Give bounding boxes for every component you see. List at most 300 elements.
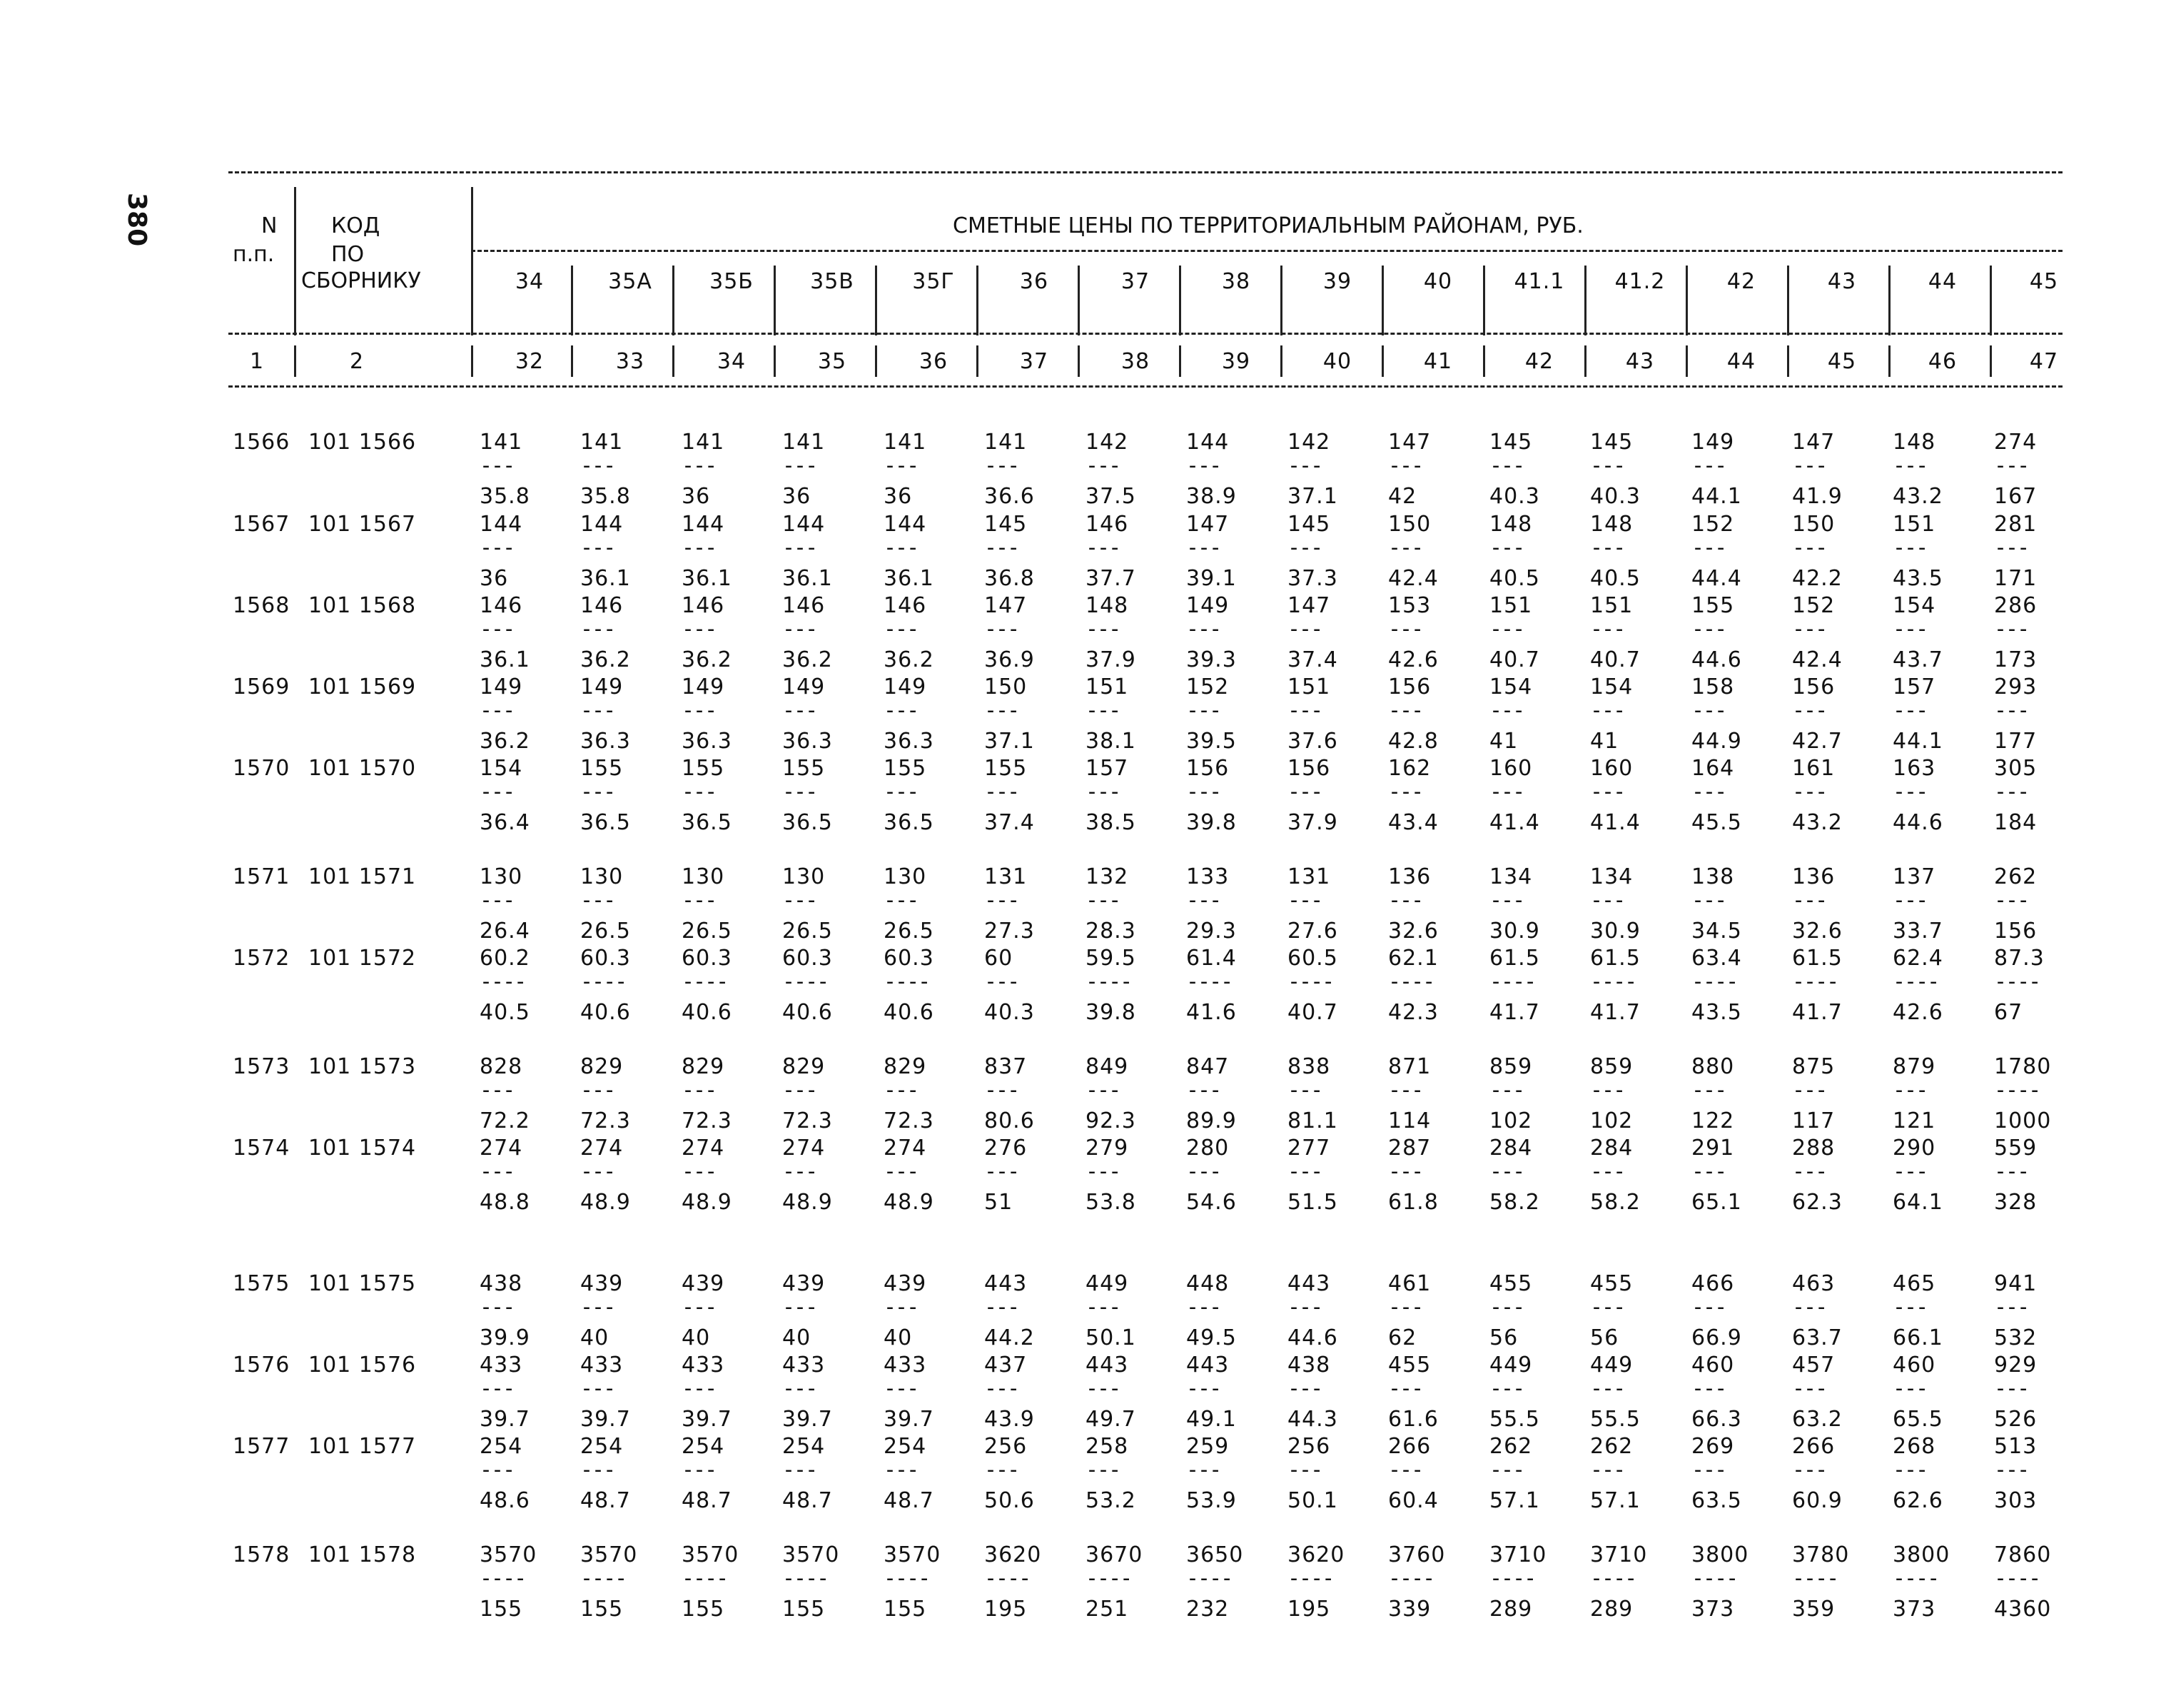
district-column-header: 37 <box>1120 269 1150 294</box>
price-numerator: 274 <box>682 1136 725 1161</box>
price-denominator: 60.4 <box>1388 1488 1439 1513</box>
price-numerator: 288 <box>1792 1136 1836 1161</box>
price-denominator: 62.3 <box>1792 1190 1843 1215</box>
header-prices-rule <box>471 250 2063 252</box>
fraction-line: --- <box>1287 1295 1322 1320</box>
district-column-header: 35Б <box>709 269 754 294</box>
price-numerator: 838 <box>1287 1054 1331 1079</box>
header-separator <box>976 266 978 335</box>
fraction-line: --- <box>1893 535 1928 560</box>
district-column-header: 40 <box>1423 269 1453 294</box>
price-numerator: 60.3 <box>682 946 732 971</box>
price-numerator: 3620 <box>984 1542 1042 1567</box>
colnum-separator <box>294 345 296 377</box>
price-denominator: 27.3 <box>984 919 1035 944</box>
fraction-line: --- <box>1792 1078 1827 1103</box>
price-denominator: 89.9 <box>1186 1108 1237 1133</box>
price-numerator: 160 <box>1489 756 1533 781</box>
fraction-line: --- <box>1691 535 1726 560</box>
price-denominator: 155 <box>884 1597 927 1622</box>
fraction-line: --- <box>1388 453 1423 478</box>
price-denominator: 43.7 <box>1893 647 1943 672</box>
fraction-line: ---- <box>1893 1566 1939 1591</box>
price-numerator: 281 <box>1994 512 2038 537</box>
fraction-line: --- <box>1994 617 2029 642</box>
fraction-line: --- <box>1287 779 1322 804</box>
fraction-line: --- <box>1691 453 1726 478</box>
fraction-line: --- <box>782 535 817 560</box>
price-denominator: 50.6 <box>984 1488 1035 1513</box>
price-numerator: 284 <box>1489 1136 1533 1161</box>
fraction-line: --- <box>1994 453 2029 478</box>
price-numerator: 276 <box>984 1136 1028 1161</box>
price-numerator: 3800 <box>1893 1542 1950 1567</box>
price-numerator: 155 <box>580 756 624 781</box>
price-numerator: 871 <box>1388 1054 1432 1079</box>
price-denominator: 39.1 <box>1186 566 1237 591</box>
header-separator <box>1078 266 1080 335</box>
price-denominator: 41.6 <box>1186 1000 1237 1025</box>
header-code-line2: ПО <box>331 242 365 267</box>
price-denominator: 42 <box>1388 484 1417 509</box>
price-denominator: 303 <box>1994 1488 2038 1513</box>
price-numerator: 438 <box>1287 1353 1331 1378</box>
price-numerator: 3620 <box>1287 1542 1345 1567</box>
price-denominator: 63.2 <box>1792 1407 1843 1432</box>
colnum-separator <box>774 345 776 377</box>
price-denominator: 42.8 <box>1388 729 1439 754</box>
column-number: 32 <box>515 349 545 374</box>
price-denominator: 44.1 <box>1691 484 1742 509</box>
price-numerator: 828 <box>480 1054 523 1079</box>
price-denominator: 72.3 <box>884 1108 934 1133</box>
fraction-line: ---- <box>1893 969 1939 994</box>
price-numerator: 130 <box>580 864 624 889</box>
fraction-line: --- <box>782 453 817 478</box>
fraction-line: --- <box>580 535 615 560</box>
row-number: 1575 <box>233 1271 290 1296</box>
price-denominator: 42.6 <box>1388 647 1439 672</box>
fraction-line: --- <box>782 1457 817 1482</box>
price-denominator: 36.4 <box>480 810 530 835</box>
fraction-line: ---- <box>1287 1566 1334 1591</box>
price-denominator: 40.7 <box>1489 647 1540 672</box>
price-denominator: 36 <box>682 484 711 509</box>
fraction-line: --- <box>1388 1376 1423 1401</box>
price-numerator: 3570 <box>884 1542 941 1567</box>
fraction-line: --- <box>1590 1159 1625 1184</box>
price-numerator: 146 <box>480 593 523 618</box>
price-denominator: 53.2 <box>1085 1488 1136 1513</box>
fraction-line: --- <box>1590 617 1625 642</box>
fraction-line: --- <box>884 453 918 478</box>
fraction-line: --- <box>1085 1376 1120 1401</box>
price-denominator: 37.4 <box>1287 647 1338 672</box>
fraction-line: --- <box>1893 1457 1928 1482</box>
price-denominator: 173 <box>1994 647 2038 672</box>
fraction-line: --- <box>1792 617 1827 642</box>
fraction-line: --- <box>1489 1457 1524 1482</box>
price-denominator: 40.5 <box>1590 566 1641 591</box>
price-numerator: 439 <box>884 1271 927 1296</box>
fraction-line: --- <box>1893 1078 1928 1103</box>
price-denominator: 40 <box>580 1325 609 1350</box>
fraction-line: --- <box>1590 698 1625 723</box>
price-numerator: 879 <box>1893 1054 1936 1079</box>
price-numerator: 449 <box>1085 1271 1129 1296</box>
price-numerator: 141 <box>984 430 1028 455</box>
price-numerator: 61.4 <box>1186 946 1237 971</box>
fraction-line: --- <box>1792 1457 1827 1482</box>
price-denominator: 43.9 <box>984 1407 1035 1432</box>
price-numerator: 269 <box>1691 1434 1735 1459</box>
fraction-line: --- <box>1085 1078 1120 1103</box>
fraction-line: --- <box>682 1457 717 1482</box>
price-denominator: 36.2 <box>480 729 530 754</box>
price-denominator: 41.7 <box>1792 1000 1843 1025</box>
price-numerator: 3570 <box>682 1542 739 1567</box>
price-numerator: 463 <box>1792 1271 1836 1296</box>
fraction-line: --- <box>782 779 817 804</box>
district-column-header: 45 <box>2029 269 2059 294</box>
price-denominator: 35.8 <box>480 484 530 509</box>
price-numerator: 162 <box>1388 756 1432 781</box>
row-code: 101 1571 <box>308 864 417 889</box>
price-denominator: 42.6 <box>1893 1000 1943 1025</box>
column-number: 1 <box>249 349 265 374</box>
fraction-line: --- <box>1489 1295 1524 1320</box>
header-separator <box>471 187 473 335</box>
price-numerator: 449 <box>1489 1353 1533 1378</box>
fraction-line: --- <box>1489 779 1524 804</box>
price-denominator: 41 <box>1489 729 1519 754</box>
fraction-line: --- <box>682 535 717 560</box>
price-numerator: 254 <box>884 1434 927 1459</box>
fraction-line: --- <box>1994 1457 2029 1482</box>
column-number: 33 <box>615 349 645 374</box>
fraction-line: --- <box>480 617 515 642</box>
price-numerator: 148 <box>1085 593 1129 618</box>
price-denominator: 58.2 <box>1590 1190 1641 1215</box>
fraction-line: --- <box>1994 779 2029 804</box>
price-denominator: 48.9 <box>782 1190 833 1215</box>
price-numerator: 847 <box>1186 1054 1230 1079</box>
price-denominator: 36.3 <box>682 729 732 754</box>
fraction-line: --- <box>1691 698 1726 723</box>
fraction-line: --- <box>1792 888 1827 913</box>
district-column-header: 36 <box>1019 269 1049 294</box>
fraction-line: --- <box>884 1078 918 1103</box>
fraction-line: --- <box>1489 1078 1524 1103</box>
colnum-separator <box>672 345 674 377</box>
fraction-line: --- <box>1792 1376 1827 1401</box>
price-denominator: 40 <box>682 1325 711 1350</box>
price-denominator: 62 <box>1388 1325 1417 1350</box>
fraction-line: --- <box>682 779 717 804</box>
fraction-line: --- <box>580 888 615 913</box>
fraction-line: --- <box>1590 535 1625 560</box>
fraction-line: --- <box>984 779 1019 804</box>
fraction-line: --- <box>1186 888 1221 913</box>
price-numerator: 254 <box>782 1434 826 1459</box>
price-denominator: 4360 <box>1994 1597 2052 1622</box>
price-denominator: 32.6 <box>1792 919 1843 944</box>
district-column-header: 41.2 <box>1614 269 1666 294</box>
price-denominator: 232 <box>1186 1597 1230 1622</box>
fraction-line: --- <box>1085 779 1120 804</box>
fraction-line: --- <box>1287 535 1322 560</box>
price-denominator: 37.3 <box>1287 566 1338 591</box>
price-numerator: 154 <box>1590 674 1634 699</box>
fraction-line: ---- <box>682 1566 728 1591</box>
fraction-line: --- <box>884 1376 918 1401</box>
fraction-line: --- <box>884 1295 918 1320</box>
fraction-line: --- <box>1287 1457 1322 1482</box>
price-numerator: 147 <box>1388 430 1432 455</box>
price-denominator: 48.7 <box>782 1488 833 1513</box>
price-numerator: 147 <box>1287 593 1331 618</box>
price-denominator: 61.6 <box>1388 1407 1439 1432</box>
price-denominator: 26.5 <box>782 919 833 944</box>
price-denominator: 36.1 <box>682 566 732 591</box>
price-denominator: 33.7 <box>1893 919 1943 944</box>
price-numerator: 59.5 <box>1085 946 1136 971</box>
price-denominator: 36.5 <box>682 810 732 835</box>
price-numerator: 3570 <box>782 1542 840 1567</box>
price-numerator: 160 <box>1590 756 1634 781</box>
price-numerator: 3710 <box>1590 1542 1648 1567</box>
price-denominator: 373 <box>1893 1597 1936 1622</box>
fraction-line: --- <box>580 1159 615 1184</box>
price-numerator: 156 <box>1388 674 1432 699</box>
header-separator <box>1179 266 1181 335</box>
price-numerator: 141 <box>580 430 624 455</box>
price-denominator: 39.9 <box>480 1325 530 1350</box>
price-numerator: 455 <box>1489 1271 1533 1296</box>
district-column-header: 35В <box>810 269 854 294</box>
price-denominator: 72.2 <box>480 1108 530 1133</box>
row-code: 101 1568 <box>308 593 417 618</box>
price-denominator: 48.9 <box>884 1190 934 1215</box>
price-denominator: 57.1 <box>1590 1488 1641 1513</box>
price-denominator: 36.9 <box>984 647 1035 672</box>
price-numerator: 291 <box>1691 1136 1735 1161</box>
header-prices-title: СМЕТНЫЕ ЦЕНЫ ПО ТЕРРИТОРИАЛЬНЫМ РАЙОНАМ, РУБ. <box>953 213 1584 238</box>
price-numerator: 149 <box>480 674 523 699</box>
price-numerator: 132 <box>1085 864 1129 889</box>
price-numerator: 154 <box>1893 593 1936 618</box>
price-numerator: 254 <box>580 1434 624 1459</box>
fraction-line: ---- <box>1489 1566 1536 1591</box>
price-denominator: 53.9 <box>1186 1488 1237 1513</box>
fraction-line: --- <box>1085 617 1120 642</box>
fraction-line: --- <box>1691 617 1726 642</box>
fraction-line: --- <box>1388 617 1423 642</box>
price-numerator: 929 <box>1994 1353 2038 1378</box>
fraction-line: --- <box>1792 1159 1827 1184</box>
price-denominator: 44.1 <box>1893 729 1943 754</box>
price-numerator: 439 <box>682 1271 725 1296</box>
column-number: 39 <box>1221 349 1251 374</box>
fraction-line: --- <box>1186 698 1221 723</box>
fraction-line: --- <box>580 453 615 478</box>
fraction-line: --- <box>1893 888 1928 913</box>
price-numerator: 461 <box>1388 1271 1432 1296</box>
fraction-line: ---- <box>782 969 829 994</box>
price-denominator: 41.7 <box>1590 1000 1641 1025</box>
fraction-line: ---- <box>1388 969 1434 994</box>
price-denominator: 44.3 <box>1287 1407 1338 1432</box>
price-denominator: 92.3 <box>1085 1108 1136 1133</box>
price-numerator: 266 <box>1388 1434 1432 1459</box>
district-column-header: 38 <box>1221 269 1251 294</box>
price-denominator: 42.2 <box>1792 566 1843 591</box>
price-numerator: 433 <box>682 1353 725 1378</box>
column-number: 36 <box>918 349 948 374</box>
fraction-line: --- <box>1792 698 1827 723</box>
price-denominator: 63.7 <box>1792 1325 1843 1350</box>
header-separator <box>1382 266 1384 335</box>
colnum-separator <box>1584 345 1586 377</box>
price-numerator: 293 <box>1994 674 2038 699</box>
colnum-separator <box>1787 345 1789 377</box>
fraction-line: ---- <box>1287 969 1334 994</box>
row-number: 1573 <box>233 1054 290 1079</box>
price-numerator: 152 <box>1691 512 1735 537</box>
price-numerator: 859 <box>1489 1054 1533 1079</box>
fraction-line: --- <box>1893 1159 1928 1184</box>
district-column-header: 34 <box>515 269 545 294</box>
header-separator <box>1990 266 1992 335</box>
price-numerator: 144 <box>480 512 523 537</box>
price-numerator: 443 <box>1085 1353 1129 1378</box>
price-denominator: 26.5 <box>682 919 732 944</box>
price-denominator: 155 <box>682 1597 725 1622</box>
row-code: 101 1569 <box>308 674 417 699</box>
price-numerator: 152 <box>1186 674 1230 699</box>
fraction-line: --- <box>1287 1159 1322 1184</box>
column-number: 35 <box>817 349 847 374</box>
price-numerator: 146 <box>782 593 826 618</box>
fraction-line: --- <box>1489 1159 1524 1184</box>
fraction-line: ---- <box>580 969 627 994</box>
price-numerator: 262 <box>1590 1434 1634 1459</box>
price-numerator: 433 <box>480 1353 523 1378</box>
fraction-line: --- <box>1186 1159 1221 1184</box>
price-denominator: 67 <box>1994 1000 2023 1025</box>
price-denominator: 64.1 <box>1893 1190 1943 1215</box>
column-number: 38 <box>1120 349 1150 374</box>
price-numerator: 150 <box>1388 512 1432 537</box>
price-denominator: 38.1 <box>1085 729 1136 754</box>
price-numerator: 163 <box>1893 756 1936 781</box>
price-numerator: 859 <box>1590 1054 1634 1079</box>
price-denominator: 51 <box>984 1190 1013 1215</box>
fraction-line: --- <box>884 698 918 723</box>
price-denominator: 36.2 <box>682 647 732 672</box>
price-numerator: 1780 <box>1994 1054 2052 1079</box>
price-numerator: 941 <box>1994 1271 2038 1296</box>
fraction-line: --- <box>1085 1159 1120 1184</box>
district-column-header: 39 <box>1322 269 1352 294</box>
price-numerator: 849 <box>1085 1054 1129 1079</box>
price-numerator: 134 <box>1590 864 1634 889</box>
price-denominator: 36.2 <box>580 647 631 672</box>
price-numerator: 262 <box>1994 864 2038 889</box>
price-numerator: 155 <box>782 756 826 781</box>
price-numerator: 164 <box>1691 756 1735 781</box>
fraction-line: --- <box>1489 698 1524 723</box>
fraction-line: ---- <box>682 969 728 994</box>
fraction-line: --- <box>1691 779 1726 804</box>
price-denominator: 195 <box>1287 1597 1331 1622</box>
district-column-header: 44 <box>1928 269 1958 294</box>
price-numerator: 157 <box>1085 756 1129 781</box>
fraction-line: --- <box>1893 617 1928 642</box>
fraction-line: ---- <box>1792 1566 1838 1591</box>
fraction-line: --- <box>984 617 1019 642</box>
price-denominator: 40.6 <box>782 1000 833 1025</box>
price-denominator: 72.3 <box>782 1108 833 1133</box>
fraction-line: --- <box>1186 1457 1221 1482</box>
price-denominator: 72.3 <box>682 1108 732 1133</box>
price-denominator: 49.5 <box>1186 1325 1237 1350</box>
price-numerator: 146 <box>884 593 927 618</box>
price-numerator: 457 <box>1792 1353 1836 1378</box>
colnum-separator <box>1382 345 1384 377</box>
price-denominator: 40.6 <box>884 1000 934 1025</box>
header-separator <box>571 266 573 335</box>
price-numerator: 60.2 <box>480 946 530 971</box>
price-numerator: 829 <box>580 1054 624 1079</box>
price-numerator: 262 <box>1489 1434 1533 1459</box>
price-numerator: 880 <box>1691 1054 1735 1079</box>
price-numerator: 151 <box>1085 674 1129 699</box>
price-denominator: 41.4 <box>1489 810 1540 835</box>
price-denominator: 328 <box>1994 1190 2038 1215</box>
price-denominator: 43.4 <box>1388 810 1439 835</box>
price-denominator: 30.9 <box>1489 919 1540 944</box>
price-denominator: 532 <box>1994 1325 2038 1350</box>
fraction-line: --- <box>884 617 918 642</box>
header-separator <box>1787 266 1789 335</box>
price-numerator: 149 <box>580 674 624 699</box>
price-numerator: 145 <box>1489 430 1533 455</box>
fraction-line: --- <box>984 453 1019 478</box>
price-denominator: 36.3 <box>580 729 631 754</box>
price-numerator: 61.5 <box>1590 946 1641 971</box>
price-numerator: 443 <box>984 1271 1028 1296</box>
price-denominator: 102 <box>1590 1108 1634 1133</box>
price-denominator: 39.7 <box>580 1407 631 1432</box>
price-numerator: 7860 <box>1994 1542 2052 1567</box>
fraction-line: --- <box>1489 1376 1524 1401</box>
price-denominator: 38.5 <box>1085 810 1136 835</box>
price-denominator: 155 <box>782 1597 826 1622</box>
price-denominator: 56 <box>1590 1325 1619 1350</box>
price-denominator: 44.6 <box>1287 1325 1338 1350</box>
fraction-line: ---- <box>1792 969 1838 994</box>
fraction-line: --- <box>1994 698 2029 723</box>
price-numerator: 465 <box>1893 1271 1936 1296</box>
fraction-line: --- <box>1792 1295 1827 1320</box>
fraction-line: --- <box>884 1159 918 1184</box>
fraction-line: --- <box>884 1457 918 1482</box>
price-numerator: 3800 <box>1691 1542 1749 1567</box>
fraction-line: --- <box>480 1078 515 1103</box>
column-number: 45 <box>1827 349 1857 374</box>
fraction-line: ---- <box>1085 1566 1132 1591</box>
